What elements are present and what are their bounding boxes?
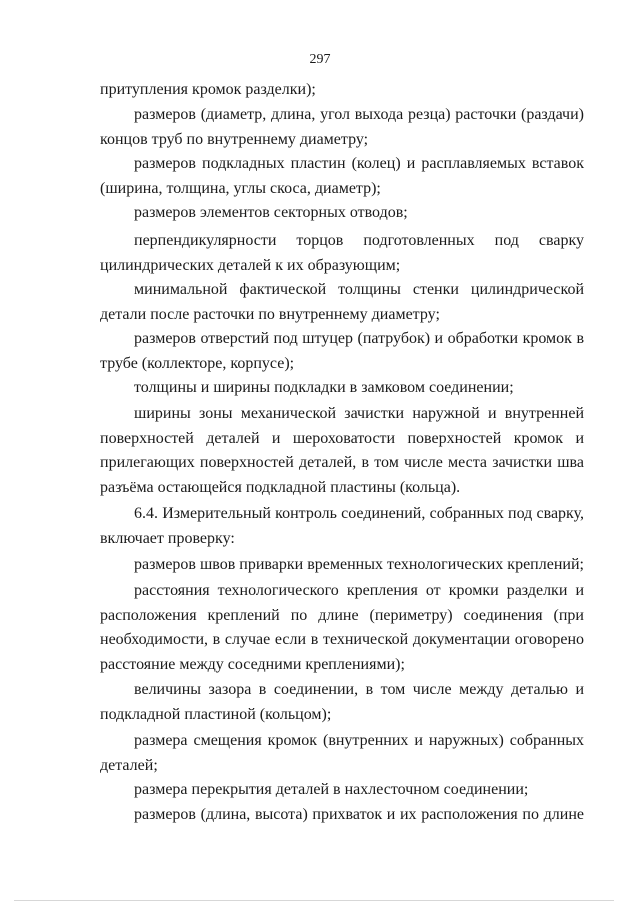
paragraph-13: величины зазора в соединении, в том числе между деталью и подкладной пластиной (кольцом); — [100, 681, 584, 723]
paragraph-12: расстояния технологического крепления от кромки разделки и расположения креплений по длине (периметру) соединения (при необходимости, в случае если в технической документации оговорено расстояние между соседними креплениями); — [100, 582, 584, 673]
paragraph-3: размеров подкладных пластин (колец) и расплавляемых вставок (ширина, толщина, углы скоса, диаметр); — [100, 155, 584, 197]
paragraph-11: размеров швов приварки временных технологических креплений; — [134, 556, 584, 573]
paragraph-4: размеров элементов секторных отводов; — [134, 204, 408, 221]
paragraph-9: ширины зоны механической зачистки наружной и внутренней поверхностей деталей и шероховатости поверхностей кромок и прилегающих поверхностей деталей, в том числе места зачистки шва разъёма остающейся подкладной пластины (кольца). — [100, 405, 584, 496]
paragraph-5: перпендикулярности торцов подготовленных под сварку цилиндрических деталей к их образующим; — [100, 232, 584, 274]
paragraph-16: размеров (длина, высота) прихваток и их расположения по длине — [134, 806, 584, 823]
paragraph-6: минимальной фактической толщины стенки цилиндрической детали после расточки по внутреннему диаметру; — [100, 281, 584, 323]
paragraph-1: притупления кромок разделки); — [100, 81, 316, 98]
paragraph-8: толщины и ширины подкладки в замковом соединении; — [134, 379, 514, 396]
paragraph-15: размера перекрытия деталей в нахлесточном соединении; — [134, 781, 529, 798]
paragraph-14: размера смещения кромок (внутренних и наружных) собранных деталей; — [100, 732, 584, 774]
scan-edge-line — [14, 900, 614, 901]
paragraph-7: размеров отверстий под штуцер (патрубок) и обработки кромок в трубе (коллекторе, корпусе); — [100, 330, 584, 372]
paragraph-10: 6.4. Измерительный контроль соединений, собранных под сварку, включает проверку: — [100, 505, 584, 547]
paragraph-2: размеров (диаметр, длина, угол выхода резца) расточки (раздачи) концов труб по внутреннему диаметру; — [100, 106, 584, 148]
page-number: 297 — [309, 52, 331, 67]
